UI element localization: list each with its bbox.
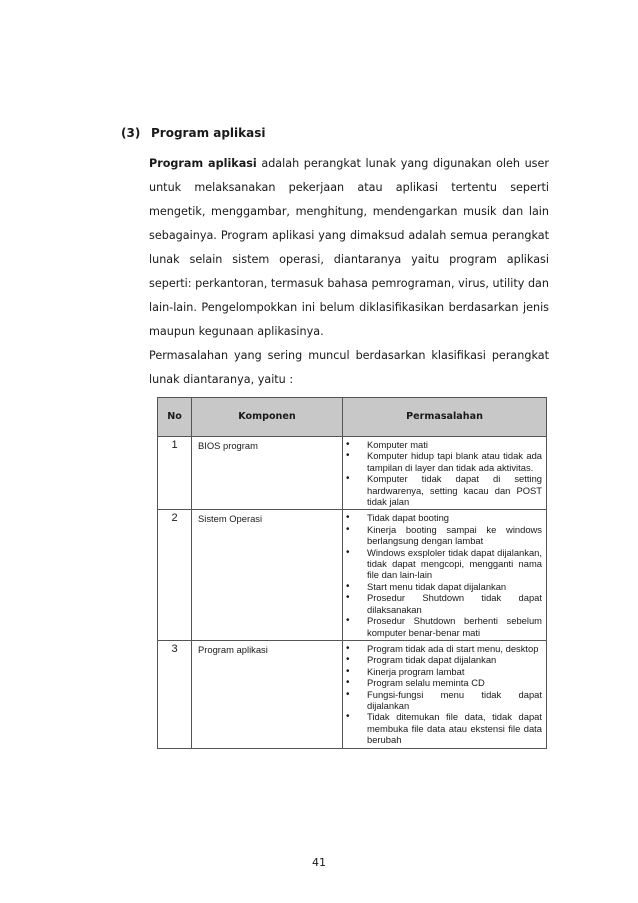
paragraph-body: adalah perangkat lunak yang digunakan oleh user untuk melaksanakan pekerjaan atau aplikasi tertentu seperti mengetik, menggambar, menghitung, mendengarkan musik dan lain sebagainya. Program aplikasi yang dimaksud adalah semua perangkat lunak selain sistem operasi, diantaranya yaitu program aplikasi seperti: perkantoran, termasuk bahasa pemrograman, virus, utility dan lain-lain. Pengelompokkan ini belum diklasifikasikan berdasarkan jenis maupun kegunaan aplikasinya.	[149, 157, 549, 338]
row-number: 1	[158, 437, 192, 510]
header-component: Komponen	[192, 398, 343, 437]
list-item: • Komputer hidup tapi blank atau tidak ada tampilan di layer dan tidak ada aktivitas.	[343, 450, 542, 473]
problem-list	[343, 439, 542, 507]
table-row	[158, 510, 547, 640]
list-item: • Fungsi-fungsi menu tidak dapat dijalankan	[343, 689, 542, 712]
row-component: BIOS program	[192, 437, 343, 510]
problem-list	[343, 643, 542, 746]
section-number: (3)	[121, 126, 141, 140]
problems-table	[157, 397, 547, 749]
row-component: Program aplikasi	[192, 640, 343, 748]
row-number: 3	[158, 640, 192, 748]
list-item: • Komputer mati	[343, 439, 542, 450]
page-number: 41	[312, 856, 326, 869]
list-item: • Prosedur Shutdown tidak dapat dilaksanakan	[343, 592, 542, 615]
paragraph-program-aplikasi	[149, 152, 549, 344]
table-row	[158, 640, 547, 748]
row-problems	[343, 510, 547, 640]
list-item: • Program tidak ada di start menu, desktop	[343, 643, 542, 654]
row-problems	[343, 640, 547, 748]
row-number: 2	[158, 510, 192, 640]
paragraph-permasalahan: Permasalahan yang sering muncul berdasarkan klasifikasi perangkat lunak diantaranya, yaitu :	[149, 349, 549, 386]
table-row	[158, 437, 547, 510]
row-component: Sistem Operasi	[192, 510, 343, 640]
list-item: • Kinerja booting sampai ke windows berlangsung dengan lambat	[343, 524, 542, 547]
list-item: • Komputer tidak dapat di setting hardwarenya, setting kacau dan POST tidak jalan	[343, 473, 542, 507]
header-problems: Permasalahan	[343, 398, 547, 437]
list-item: • Tidak ditemukan file data, tidak dapat membuka file data atau ekstensi file data berubah	[343, 711, 542, 745]
list-item: • Windows exsploler tidak dapat dijalankan, tidak dapat mengcopi, mengganti nama file dan lain-lain	[343, 547, 542, 581]
header-no: No	[158, 398, 192, 437]
table-body	[158, 437, 547, 749]
paragraph-bold-lead: Program aplikasi	[149, 157, 257, 170]
section-title: Program aplikasi	[151, 126, 266, 140]
problem-list	[343, 512, 542, 637]
list-item: • Tidak dapat booting	[343, 512, 542, 523]
section-heading	[121, 126, 266, 140]
list-item: • Kinerja program lambat	[343, 666, 542, 677]
list-item: • Start menu tidak dapat dijalankan	[343, 581, 542, 592]
row-problems	[343, 437, 547, 510]
table-header-row	[158, 398, 547, 437]
list-item: • Program selalu meminta CD	[343, 677, 542, 688]
list-item: • Program tidak dapat dijalankan	[343, 654, 542, 665]
list-item: • Prosedur Shutdown berhenti sebelum komputer benar-benar mati	[343, 615, 542, 638]
